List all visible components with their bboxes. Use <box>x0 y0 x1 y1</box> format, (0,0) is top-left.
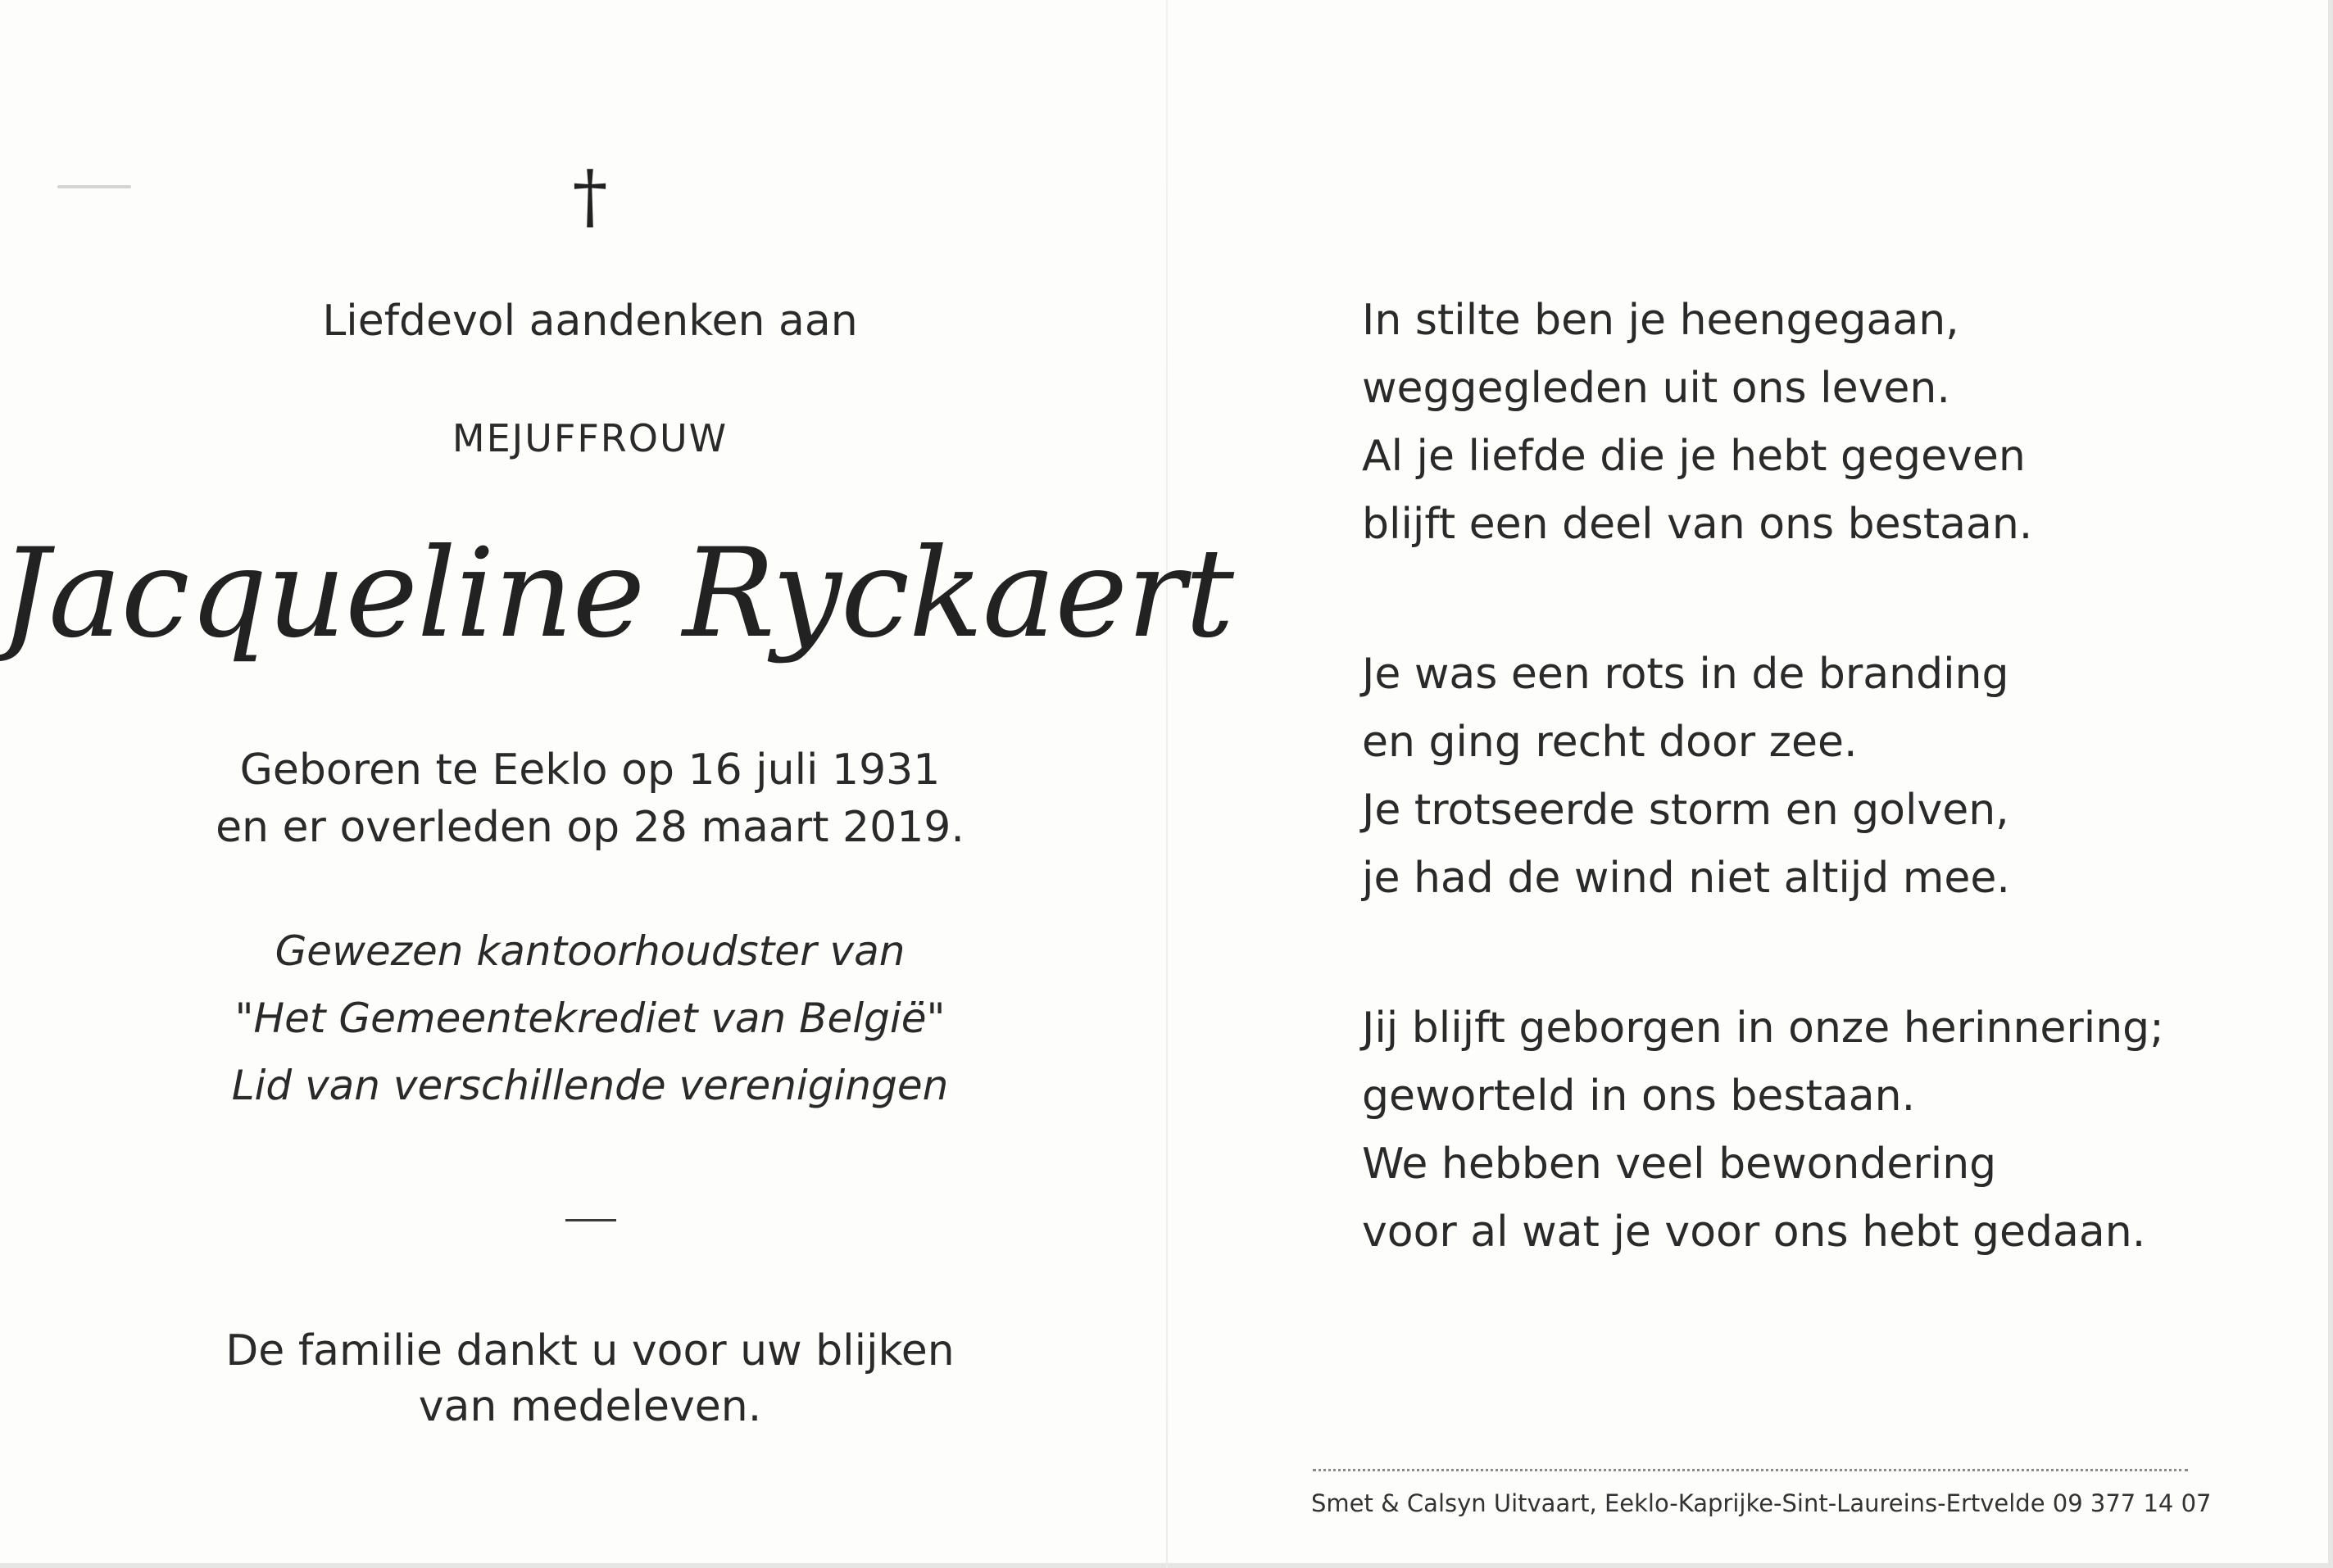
cross-icon: † <box>572 156 608 238</box>
occupation-line: Gewezen kantoorhoudster van <box>275 927 906 975</box>
thanks-line: van medeleven. <box>418 1382 762 1431</box>
death-line: en er overleden op 28 maart 2019. <box>216 803 965 852</box>
honorific-title: MEJUFFROUW <box>452 416 728 460</box>
poem-line: Je trotseerde storm en golven, <box>1362 786 2009 835</box>
poem-line: en ging recht door zee. <box>1362 718 1858 767</box>
poem-line: Je was een rots in de branding <box>1362 650 2009 699</box>
life-dates <box>0 741 1180 856</box>
poem-line: je had de wind niet altijd mee. <box>1362 854 2010 903</box>
birth-line: Geboren te Eeklo op 16 juli 1931 <box>239 745 941 795</box>
employer-line: "Het Gemeentekrediet van België" <box>234 995 946 1042</box>
poem-line: We hebben veel bewondering <box>1362 1140 1997 1189</box>
poem-line: In stilte ben je heengegaan, <box>1362 296 1959 345</box>
thanks-block <box>0 1323 1180 1434</box>
poem-stanza <box>1362 995 2280 1267</box>
footer-dotted-rule <box>1313 1469 2188 1471</box>
poem-line: voor al wat je voor ons hebt gedaan. <box>1362 1208 2146 1257</box>
membership-line: Lid van verschillende verenigingen <box>231 1062 949 1109</box>
poem-stanza <box>1362 641 2280 913</box>
poem-stanza <box>1362 287 2280 559</box>
poem-line: weggegleden uit ons leven. <box>1362 364 1950 413</box>
poem-line: Al je liefde die je hebt gegeven <box>1362 432 2026 481</box>
poem-line: Jij blijft geborgen in onze herinnering; <box>1362 1004 2164 1053</box>
poem <box>1362 287 2280 1348</box>
deceased-name: Jacqueline Ryckaert <box>0 523 1234 665</box>
separator-dash <box>565 1219 616 1221</box>
funeral-home-credit: Smet & Calsyn Uitvaart, Eeklo-Kaprijke-Sint-Laureins-Ertvelde 09 377 14 07 <box>1311 1489 2212 1517</box>
poem-line: blijft een deel van ons bestaan. <box>1362 500 2033 549</box>
thanks-line: De familie dankt u voor uw blijken <box>225 1326 955 1375</box>
occupation-block <box>0 918 1180 1119</box>
intro-text: Liefdevol aandenken aan <box>322 297 858 346</box>
poem-line: geworteld in ons bestaan. <box>1362 1072 1916 1121</box>
